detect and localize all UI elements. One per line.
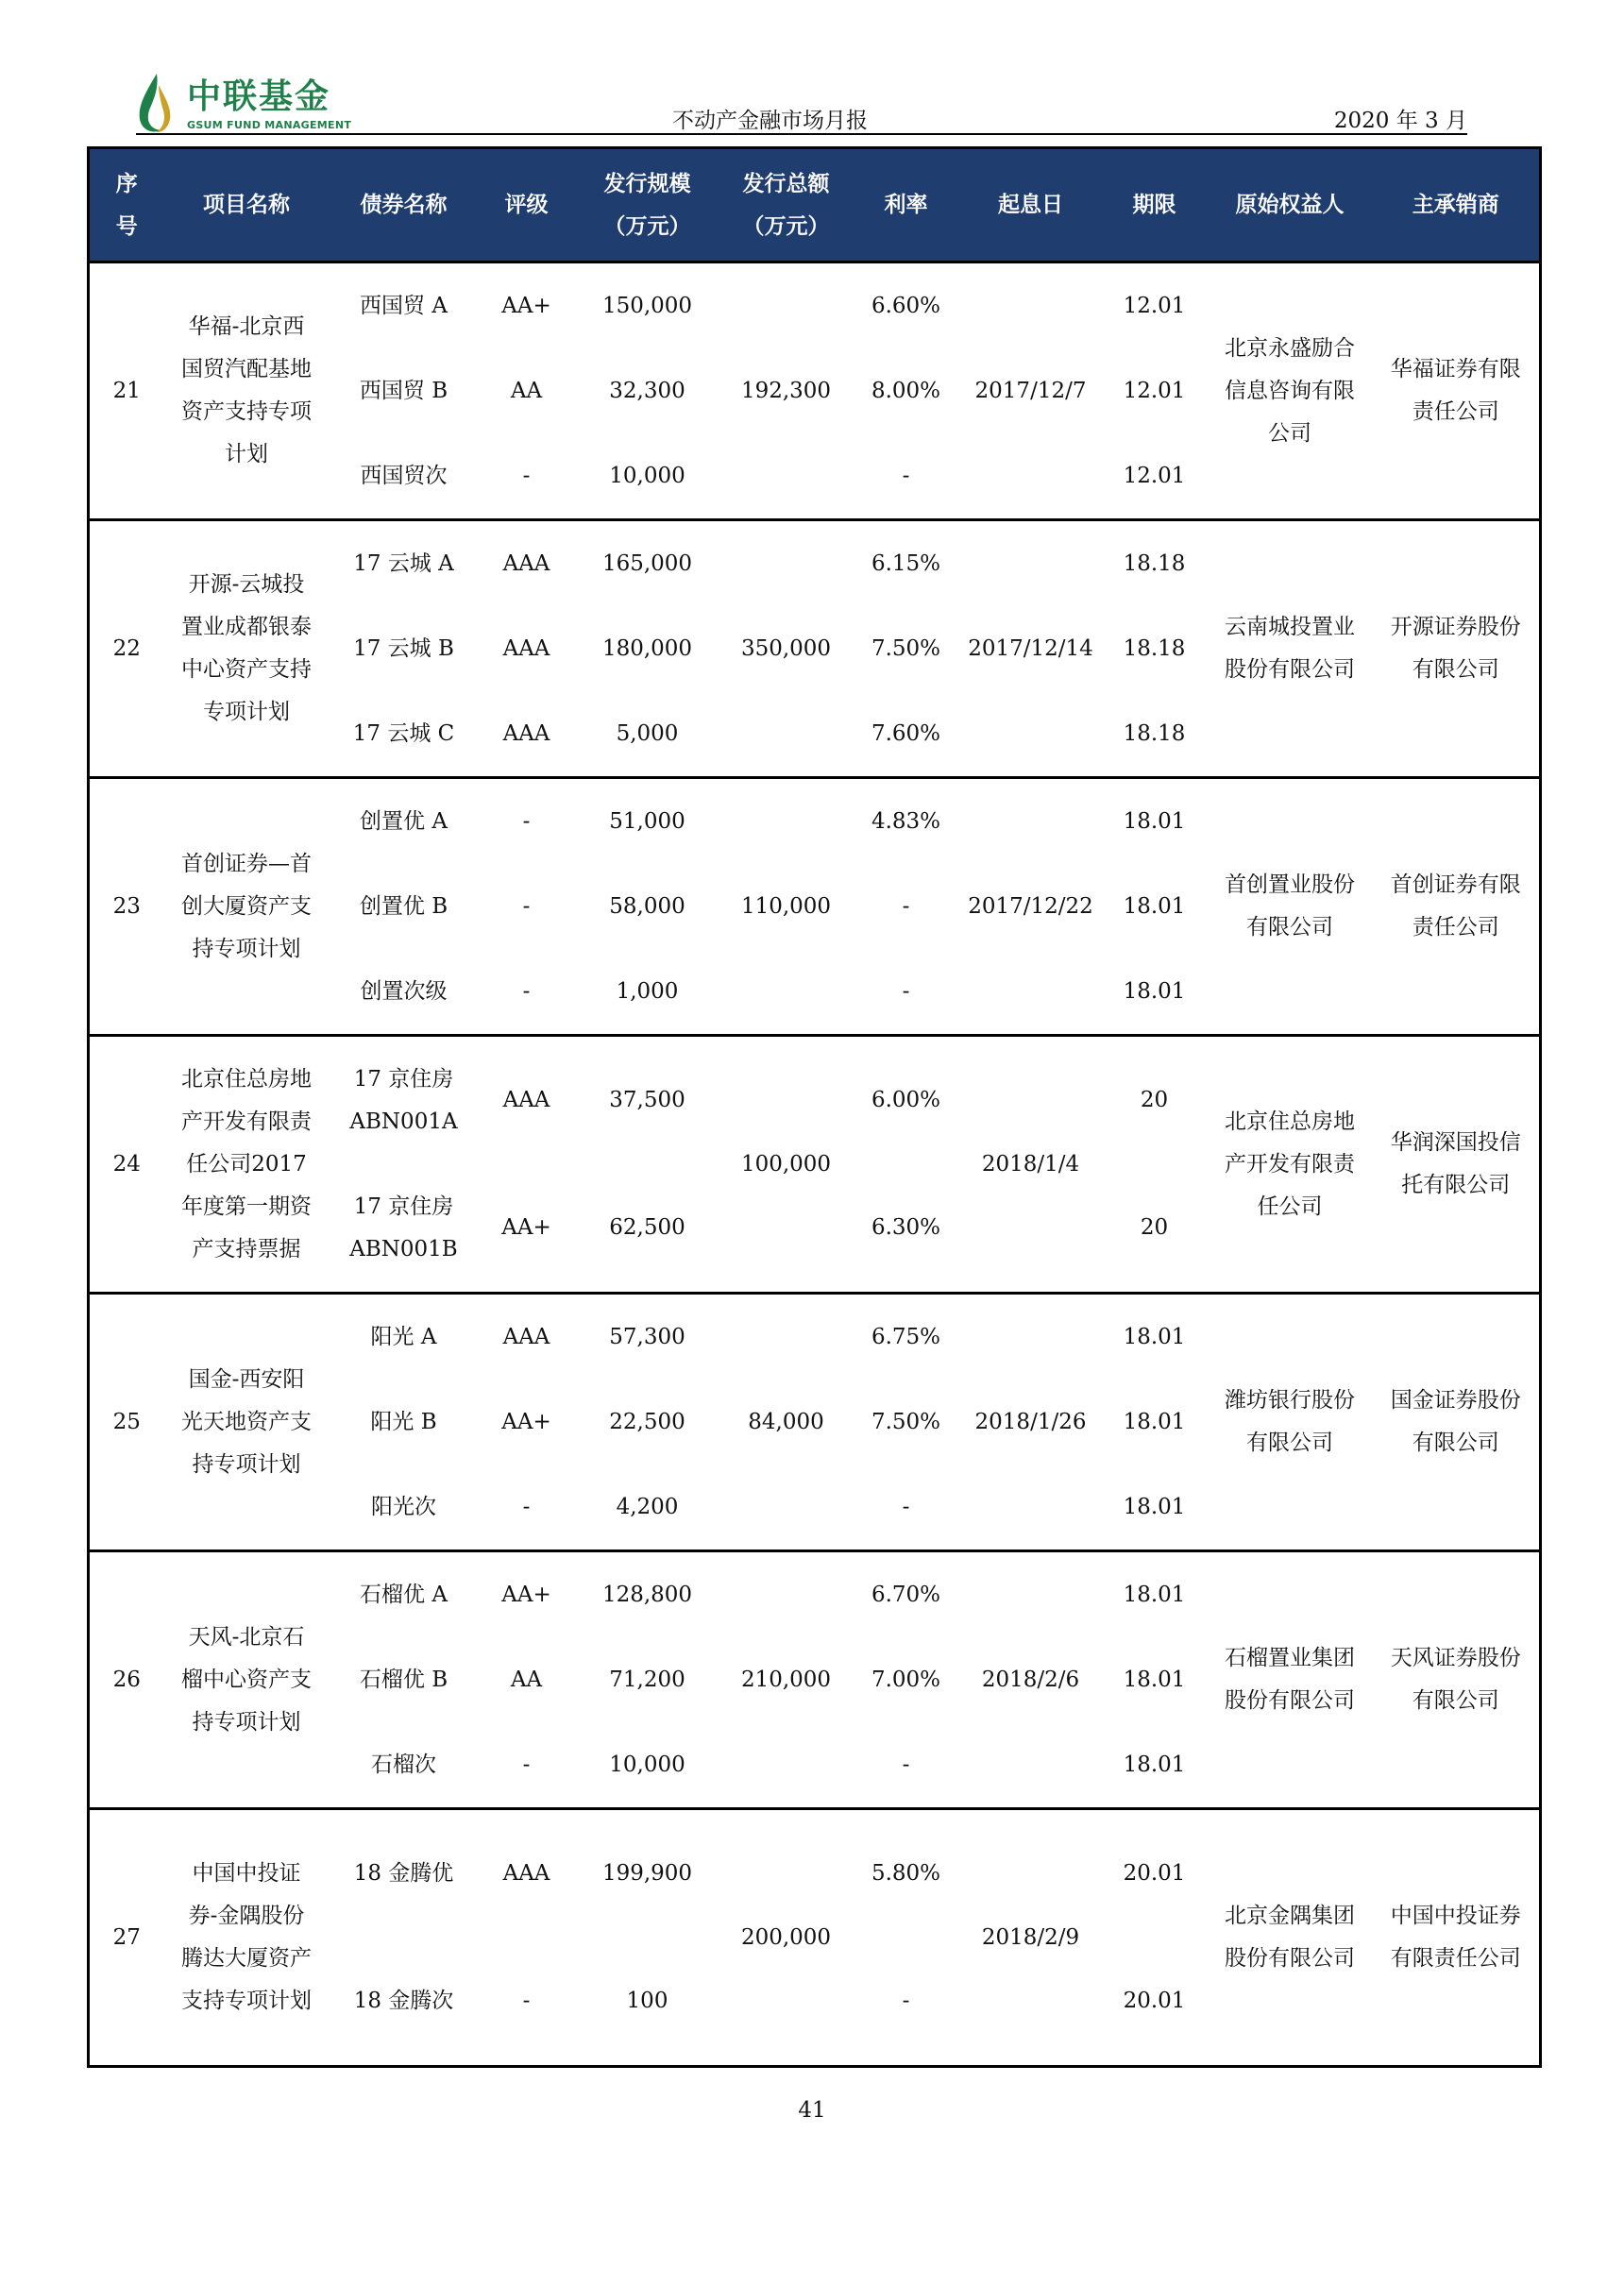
cell-project: 开源-云城投置业成都银泰中心资产支持专项计划 [164, 520, 330, 778]
cell-rate: - [853, 949, 960, 1036]
cell-total: 350,000 [720, 520, 853, 778]
cell-underwriter: 中国中投证券有限责任公司 [1373, 1809, 1541, 2067]
cell-rating: AAA [502, 1324, 550, 1349]
abs-issuance-table [87, 146, 1542, 2068]
cell-start-date: 2018/1/4 [960, 1036, 1102, 1294]
cell-rate: - [853, 1465, 960, 1551]
table-row [89, 1551, 1541, 1638]
cell-no: 23 [89, 778, 164, 1036]
cell-rating: AAA [502, 550, 550, 576]
cell-underwriter: 国金证券股份有限公司 [1373, 1294, 1541, 1551]
cell-bond-name: 17 京住房ABN001A [349, 1066, 458, 1134]
cell-total: 100,000 [720, 1036, 853, 1294]
table-row [89, 778, 1541, 865]
cell-project: 首创证券—首创大厦资产支持专项计划 [164, 778, 330, 1036]
cell-underwriter: 首创证券有限责任公司 [1373, 778, 1541, 1036]
cell-bond-name: 石榴次 [330, 1722, 479, 1809]
cell-rate: 7.50% [871, 1409, 941, 1434]
cell-size: 37,500 [609, 1088, 685, 1112]
cell-term: 18.01 [1123, 808, 1186, 834]
company-logo [136, 66, 381, 142]
cell-rating: AA+ [479, 1164, 575, 1294]
cell-size: 1,000 [575, 949, 720, 1036]
header-rating: 评级 [479, 148, 575, 262]
header-start-date: 起息日 [960, 148, 1102, 262]
cell-term: 12.01 [1123, 293, 1186, 318]
cell-bond-name: 18 金腾次 [330, 1938, 479, 2067]
cell-no: 21 [89, 262, 164, 520]
document-title: 不动产金融市场月报 [672, 109, 868, 133]
cell-size: 58,000 [609, 893, 685, 919]
cell-rating: - [479, 1465, 575, 1551]
header-no: 序号 [89, 148, 164, 262]
cell-term: 18.01 [1123, 1409, 1186, 1434]
cell-rating: AA+ [501, 293, 551, 318]
header-underwriter: 主承销商 [1373, 148, 1541, 262]
table-row [89, 262, 1541, 349]
cell-term: 18.01 [1102, 1722, 1208, 1809]
cell-bond-name: 创置优 B [359, 893, 448, 919]
cell-term: 18.01 [1123, 1324, 1186, 1349]
cell-term: 18.18 [1102, 691, 1208, 778]
cell-underwriter: 天风证券股份有限公司 [1373, 1551, 1541, 1809]
header-divider [136, 133, 1467, 135]
cell-size: 100 [575, 1938, 720, 2067]
cell-size: 22,500 [609, 1409, 685, 1434]
cell-bond-name: 阳光 A [370, 1324, 437, 1349]
cell-rate: - [853, 1722, 960, 1809]
cell-project: 天风-北京石榴中心资产支持专项计划 [164, 1551, 330, 1809]
cell-rating: - [522, 808, 531, 834]
cell-rate: 6.30% [853, 1164, 960, 1294]
cell-rate: 6.75% [871, 1324, 941, 1349]
cell-rate: 6.70% [871, 1582, 941, 1607]
cell-start-date: 2017/12/7 [960, 262, 1102, 520]
cell-project: 华福-北京西国贸汽配基地资产支持专项计划 [164, 262, 330, 520]
cell-bond-name: 阳光次 [330, 1465, 479, 1551]
cell-bond-name: 西国贸 B [359, 378, 448, 403]
cell-rate: 5.80% [871, 1861, 941, 1886]
header-total: 发行总额（万元） [720, 148, 853, 262]
cell-start-date: 2018/2/6 [960, 1551, 1102, 1809]
cell-term: 18.01 [1102, 949, 1208, 1036]
cell-rate: 6.60% [871, 293, 941, 318]
cell-size: 51,000 [609, 808, 685, 834]
cell-no: 26 [89, 1551, 164, 1809]
cell-no: 27 [89, 1809, 164, 2067]
table-row [89, 1036, 1541, 1165]
cell-rate: - [853, 433, 960, 520]
page-number: 41 [798, 2098, 826, 2123]
header-project: 项目名称 [164, 148, 330, 262]
cell-term: 18.01 [1123, 1582, 1186, 1607]
cell-rate: 7.00% [871, 1667, 941, 1692]
cell-total: 192,300 [720, 262, 853, 520]
cell-bond-name: 阳光 B [370, 1409, 437, 1434]
cell-rating: AA+ [501, 1582, 551, 1607]
cell-total: 84,000 [720, 1294, 853, 1551]
cell-start-date: 2018/2/9 [960, 1809, 1102, 2067]
document-date: 2020 年 3 月 [1333, 109, 1467, 133]
cell-originator: 北京金隅集团股份有限公司 [1208, 1809, 1373, 2067]
cell-term: 20.01 [1102, 1938, 1208, 2067]
cell-originator: 云南城投置业股份有限公司 [1208, 520, 1373, 778]
cell-size: 4,200 [575, 1465, 720, 1551]
cell-rating: - [479, 1938, 575, 2067]
cell-bond-name: 石榴优 A [360, 1582, 448, 1607]
cell-rating: - [479, 1722, 575, 1809]
cell-size: 10,000 [575, 433, 720, 520]
cell-term: 18.01 [1123, 1667, 1186, 1692]
cell-rate: 4.83% [871, 808, 941, 834]
cell-term: 12.01 [1102, 433, 1208, 520]
cell-term: 18.18 [1123, 635, 1186, 661]
cell-size: 165,000 [601, 550, 693, 576]
cell-originator: 北京永盛励合信息咨询有限公司 [1208, 262, 1373, 520]
cell-size: 5,000 [575, 691, 720, 778]
logo-english-text: GSUM FUND MANAGEMENT [187, 119, 352, 131]
cell-bond-name: 17 云城 A [353, 550, 454, 576]
cell-rate: 6.15% [871, 550, 941, 576]
cell-term: 12.01 [1123, 378, 1186, 403]
cell-rate: 7.60% [853, 691, 960, 778]
cell-total: 210,000 [720, 1551, 853, 1809]
cell-start-date: 2018/1/26 [960, 1294, 1102, 1551]
cell-originator: 北京住总房地产开发有限责任公司 [1208, 1036, 1373, 1294]
cell-bond-name: 西国贸次 [330, 433, 479, 520]
cell-rating: AA+ [501, 1409, 551, 1434]
cell-underwriter: 华润深国投信托有限公司 [1373, 1036, 1541, 1294]
cell-rating: - [479, 433, 575, 520]
header-term: 期限 [1102, 148, 1208, 262]
cell-rate: 7.50% [871, 635, 941, 661]
cell-rate: 8.00% [871, 378, 941, 403]
cell-rating: - [479, 949, 575, 1036]
cell-size: 180,000 [601, 635, 693, 661]
header-bond: 债券名称 [330, 148, 479, 262]
cell-rating: AAA [502, 1861, 550, 1886]
cell-underwriter: 开源证券股份有限公司 [1373, 520, 1541, 778]
table-row [89, 1809, 1541, 1939]
cell-size: 62,500 [575, 1164, 720, 1294]
cell-bond-name: 创置优 A [360, 808, 448, 834]
cell-rating: - [522, 893, 531, 919]
header-originator: 原始权益人 [1208, 148, 1373, 262]
cell-rating: AAA [502, 635, 550, 661]
cell-project: 中国中投证券-金隅股份腾达大厦资产支持专项计划 [164, 1809, 330, 2067]
cell-term: 18.18 [1123, 550, 1186, 576]
cell-size: 57,300 [609, 1324, 685, 1349]
cell-bond-name: 17 京住房ABN001B [330, 1164, 479, 1294]
cell-size: 10,000 [575, 1722, 720, 1809]
cell-no: 25 [89, 1294, 164, 1551]
cell-rate: - [853, 1938, 960, 2067]
cell-no: 22 [89, 520, 164, 778]
cell-rating: AA [510, 1667, 543, 1692]
cell-originator: 石榴置业集团股份有限公司 [1208, 1551, 1373, 1809]
cell-underwriter: 华福证券有限责任公司 [1373, 262, 1541, 520]
cell-size: 128,800 [601, 1582, 693, 1607]
cell-term: 20 [1140, 1088, 1169, 1112]
cell-originator: 首创置业股份有限公司 [1208, 778, 1373, 1036]
cell-bond-name: 石榴优 B [359, 1667, 448, 1692]
cell-total: 200,000 [720, 1809, 853, 2067]
cell-bond-name: 创置次级 [330, 949, 479, 1036]
cell-term: 18.01 [1102, 1465, 1208, 1551]
cell-size: 71,200 [609, 1667, 685, 1692]
cell-bond-name: 17 云城 C [330, 691, 479, 778]
cell-rating: AAA [502, 1088, 550, 1112]
cell-start-date: 2017/12/14 [960, 520, 1102, 778]
cell-term: 20.01 [1123, 1861, 1186, 1886]
table-row [89, 1294, 1541, 1380]
leaf-logo-icon [136, 72, 178, 134]
cell-rate: - [902, 893, 910, 919]
cell-bond-name: 西国贸 A [360, 293, 448, 318]
cell-project: 国金-西安阳光天地资产支持专项计划 [164, 1294, 330, 1551]
page-header [87, 57, 1467, 137]
cell-term: 18.01 [1123, 893, 1186, 919]
cell-bond-name: 18 金腾优 [353, 1861, 454, 1886]
cell-size: 150,000 [601, 293, 693, 318]
table-row [89, 520, 1541, 607]
cell-size: 199,900 [601, 1861, 693, 1886]
cell-rate: 6.00% [871, 1088, 941, 1112]
cell-rating: AA [510, 378, 543, 403]
cell-size: 32,300 [609, 378, 685, 403]
table-header-row [89, 148, 1541, 262]
cell-originator: 潍坊银行股份有限公司 [1208, 1294, 1373, 1551]
cell-start-date: 2017/12/22 [960, 778, 1102, 1036]
cell-term: 20 [1102, 1164, 1208, 1294]
cell-rating: AAA [479, 691, 575, 778]
header-size: 发行规模（万元） [575, 148, 720, 262]
cell-total: 110,000 [720, 778, 853, 1036]
header-rate: 利率 [853, 148, 960, 262]
cell-project: 北京住总房地产开发有限责任公司2017 年度第一期资产支持票据 [164, 1036, 330, 1294]
cell-bond-name: 17 云城 B [353, 635, 454, 661]
cell-no: 24 [89, 1036, 164, 1294]
logo-chinese-text: 中联基金 [187, 77, 331, 116]
